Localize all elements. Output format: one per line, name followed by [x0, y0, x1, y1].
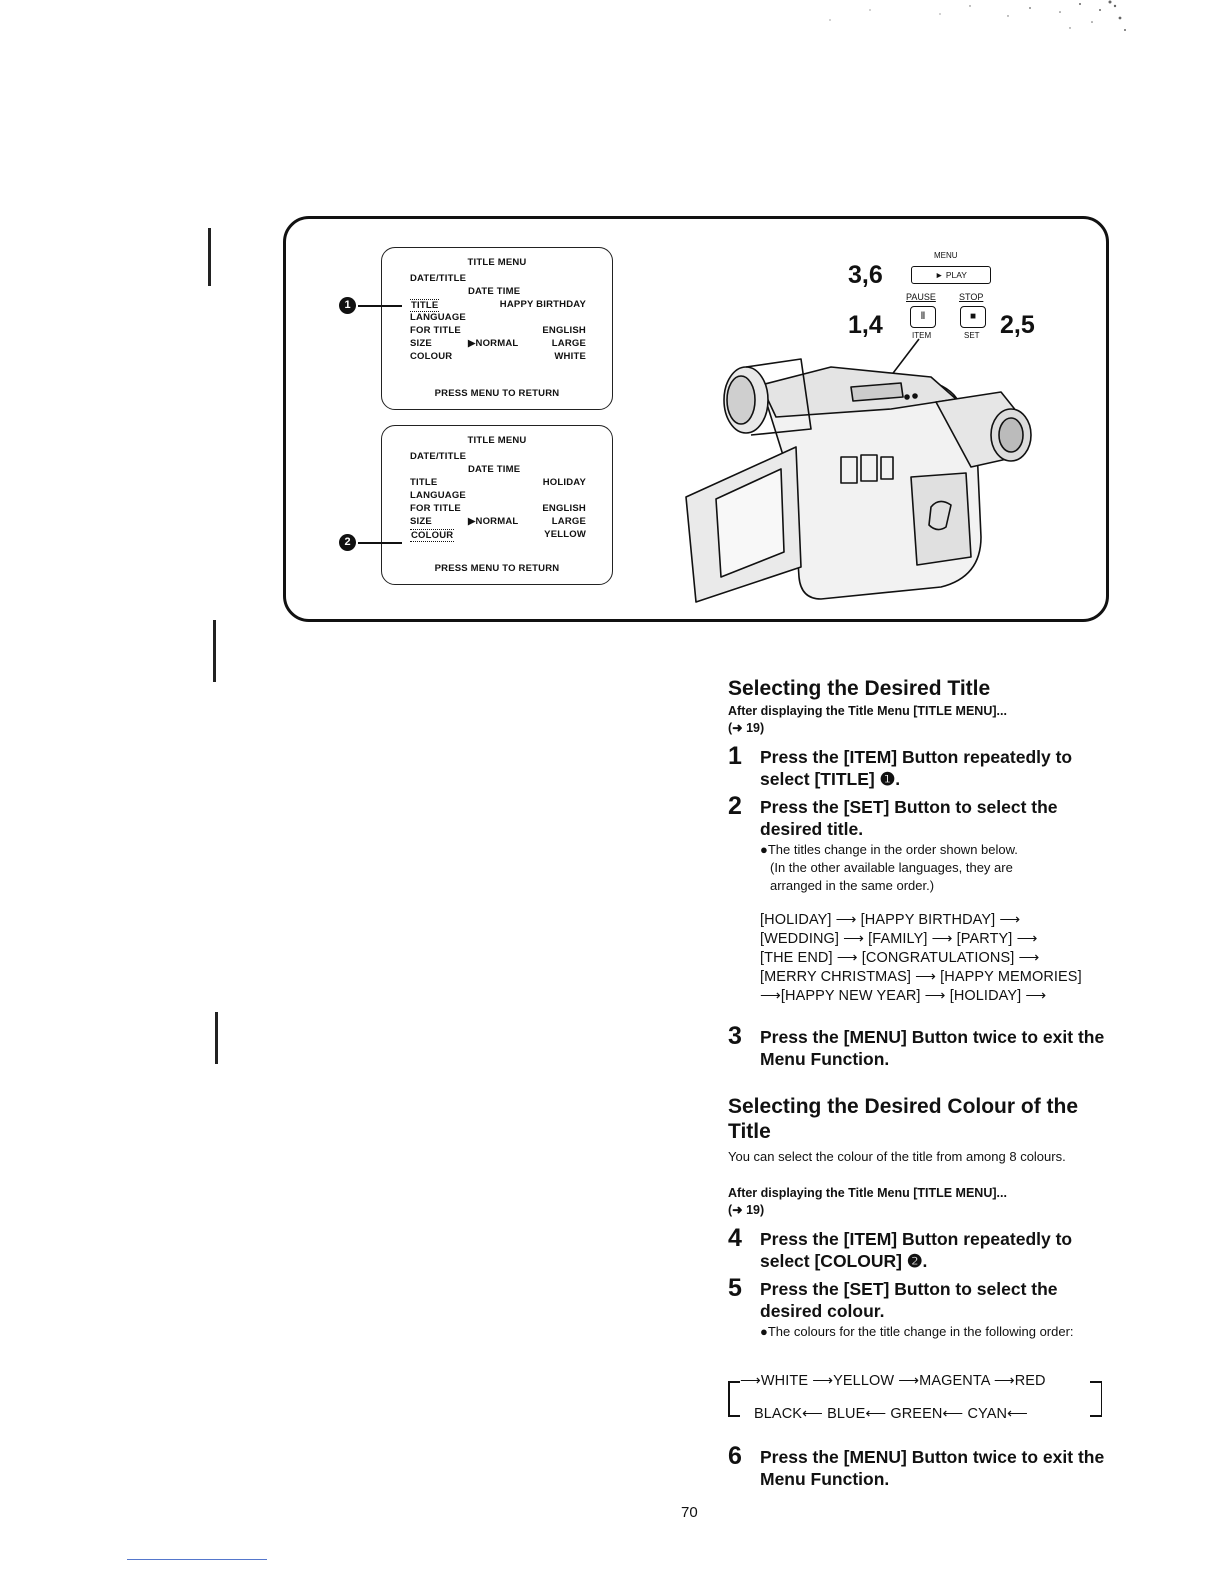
callout-1: 1: [339, 297, 356, 314]
pause-button-icon: Ⅱ: [910, 306, 936, 328]
steps-label-2-5: 2,5: [1000, 311, 1035, 339]
menu-title: TITLE MENU: [467, 257, 527, 268]
callout-2: 2: [339, 534, 356, 551]
set-label: SET: [964, 331, 980, 340]
lead-text: [728, 1185, 1108, 1219]
title-sequence: [760, 911, 1110, 1006]
step-number: 2: [728, 792, 742, 820]
cycle-bracket-left: [728, 1381, 730, 1415]
sequence-line: [THE END] ⟶ [CONGRATULATIONS] ⟶: [760, 950, 1040, 966]
colour-sequence-top: ⟶WHITE ⟶YELLOW ⟶MAGENTA ⟶RED: [740, 1373, 1046, 1389]
step-text: Press the [ITEM] Button repeatedly to select [TITLE] ❶.: [760, 747, 1073, 789]
menu-row: LANGUAGE: [410, 312, 466, 323]
sequence-line: [MERRY CHRISTMAS] ⟶ [HAPPY MEMORIES]: [760, 969, 1082, 985]
step-text: Press the [SET] Button to select the desired title.: [760, 797, 1058, 839]
lead-line: After displaying the Title Menu [TITLE MENU]...: [728, 704, 1007, 718]
menu-row: DATE TIME: [468, 286, 521, 297]
step-number: 1: [728, 742, 742, 770]
scan-noise: [720, 0, 1140, 40]
section-heading: Selecting the Desired Colour of the Title: [728, 1095, 1079, 1143]
step-text: Press the [MENU] Button twice to exit the Menu Function.: [760, 1027, 1105, 1069]
menu-row-selected: TITLE HAPPY BIRTHDAY: [411, 299, 586, 311]
menu-title: TITLE MENU: [467, 435, 527, 446]
stop-label: STOP: [959, 292, 984, 302]
menu-row: COLOUR WHITE: [410, 351, 586, 362]
menu-row: DATE TIME: [468, 464, 521, 475]
step-text: Press the [MENU] Button twice to exit the Menu Function.: [760, 1447, 1105, 1489]
cycle-bracket-right: [1090, 1381, 1102, 1383]
steps-label-1-4: 1,4: [848, 311, 883, 339]
cycle-bracket-left: [728, 1415, 740, 1417]
callout-leader: [358, 305, 402, 307]
cycle-bracket-right: [1090, 1415, 1102, 1417]
menu-row: FOR TITLE ENGLISH: [410, 503, 586, 514]
camcorder-illustration: [681, 337, 1051, 607]
colour-sequence-bottom: BLACK⟵ BLUE⟵ GREEN⟵ CYAN⟵: [754, 1406, 1028, 1422]
menu-row: DATE/TITLE: [410, 451, 467, 462]
section-heading: Selecting the Desired Title: [728, 677, 991, 700]
colour-cycle: [728, 1372, 1102, 1420]
menu-row: SIZE ▶NORMAL LARGE: [410, 516, 586, 527]
note-line: arranged in the same order.): [770, 878, 935, 893]
scan-edge-line: [208, 228, 211, 286]
menu-row: FOR TITLE ENGLISH: [410, 325, 586, 336]
lead-line: After displaying the Title Menu [TITLE MENU]...: [728, 1186, 1007, 1200]
menu-footer: PRESS MENU TO RETURN: [434, 563, 560, 574]
page-reference: (➜ 19): [728, 721, 765, 735]
menu-row-selected: COLOUR YELLOW: [411, 529, 586, 541]
step-number: 4: [728, 1224, 742, 1252]
menu-row: DATE/TITLE: [410, 273, 467, 284]
intro-text: You can select the colour of the title from among 8 colours.: [728, 1149, 1066, 1164]
pause-label: PAUSE: [906, 292, 936, 302]
sequence-line: [HOLIDAY] ⟶ [HAPPY BIRTHDAY] ⟶: [760, 912, 1021, 928]
page-reference: (➜ 19): [728, 1203, 765, 1217]
section-colour-heading-block: [728, 1094, 1108, 1144]
note-line: ●The titles change in the order shown below.: [760, 842, 1018, 857]
menu-footer: PRESS MENU TO RETURN: [434, 388, 560, 399]
item-label: ITEM: [912, 331, 932, 340]
steps-label-3-6: 3,6: [848, 261, 883, 289]
menu-label: MENU: [934, 251, 958, 260]
lead-text: [728, 703, 1108, 737]
menu-row: LANGUAGE: [410, 490, 466, 501]
title-menu-screen-1: [381, 247, 613, 410]
note-line: (In the other available languages, they are: [770, 860, 1013, 875]
sequence-line: ⟶[HAPPY NEW YEAR] ⟶ [HOLIDAY] ⟶: [760, 988, 1047, 1004]
note: ●The colours for the title change in the following order:: [760, 1324, 1074, 1339]
scan-edge-line: [213, 620, 216, 682]
sequence-line: [WEDDING] ⟶ [FAMILY] ⟶ [PARTY] ⟶: [760, 931, 1038, 947]
step-text: Press the [ITEM] Button repeatedly to select [COLOUR] ❷.: [760, 1229, 1073, 1271]
step-number: 3: [728, 1022, 742, 1050]
note: [760, 841, 1090, 895]
callout-leader: [358, 542, 402, 544]
scan-edge-line: [215, 1012, 218, 1064]
title-menu-screen-2: [381, 425, 613, 585]
menu-row: SIZE ▶NORMAL LARGE: [410, 338, 586, 349]
page-number: 70: [681, 1504, 698, 1521]
step-number: 5: [728, 1274, 742, 1302]
section-title-heading-block: [728, 676, 1108, 701]
stop-button-icon: ■: [960, 306, 986, 328]
step-number: 6: [728, 1442, 742, 1470]
cycle-bracket-right: [1101, 1381, 1103, 1415]
step-text: Press the [SET] Button to select the desired colour.: [760, 1279, 1058, 1321]
menu-row: TITLE HOLIDAY: [410, 477, 586, 488]
scan-edge-line: [127, 1559, 267, 1560]
cycle-bracket-left: [728, 1381, 740, 1383]
illustration-panel: [283, 216, 1109, 622]
play-button: ► PLAY: [911, 266, 991, 284]
